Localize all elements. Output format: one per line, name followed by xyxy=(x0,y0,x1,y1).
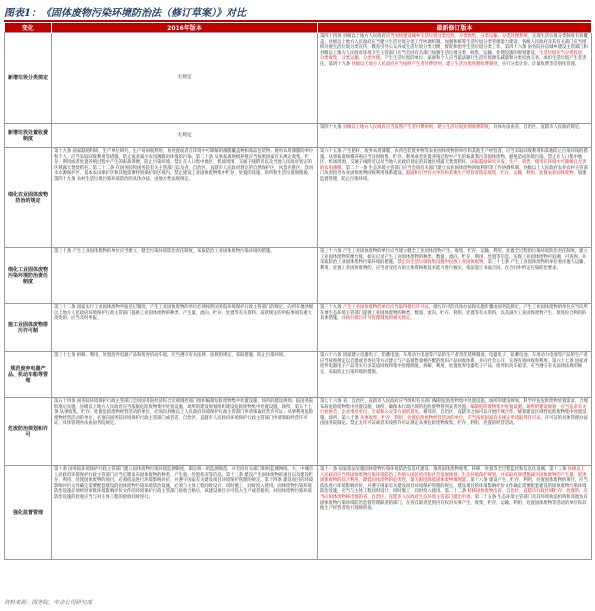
clause-text: 第六十六条 国家建立电器电子、铅蓄电池、车用动力电池等产品的生产者责任延伸制度。电器电子、铅蓄电池、车用动力电池等产品的生产者应当按照规定以自建或者委托等方式建立与产品销售量相匹配的废旧产品回收体系，并向社会公开，实现有效回收和利用。第六十七条 国家对废弃电器电子产品等实行多渠道回收和集中处理制度。 xyxy=(320,353,588,370)
table-row xyxy=(5,33,592,124)
table-row xyxy=(5,398,592,466)
clause-text: 第七十六条 省、自治区、直辖市人民政府应当组织有关部门编制危险废物集中处置设施、场所的建设规划，科学评估危险废物处置需求，合理布局危险废物集中处置设施、场所，确保本行政区域的危险废物得到妥善处置。 xyxy=(320,399,588,410)
row-category: 危废防治规划和许可 xyxy=(5,398,52,466)
new-version-cell xyxy=(318,304,592,352)
new-version-cell xyxy=(318,124,592,148)
column-header-change: 变化 xyxy=(5,23,52,33)
new-version-cell xyxy=(318,352,592,398)
clause-text: 第三十六条 产生工业固体废物的单位应当建立健全工业固体废物产生、收集、贮存、运输、利用、处置全过程的污染环境防治责任制度，建立工业固体废物管理台账，如实记录产生工业固体废物的种类、数量、流向、贮存、利用、处置等信息，实现工业固体废物可追溯、可查询，并采取防治工业固体废物污染环境的措施。 xyxy=(320,249,588,266)
highlighted-text: 生活垃圾应当分类投放、分类收集、分类运输、分类处理 xyxy=(320,50,587,62)
clause-text: 。产生生活垃圾的单位、家庭和个人应当依法履行生活垃圾源头减量和分类投放义务，承担生活垃圾产生者责任。第四十九条 xyxy=(320,56,587,67)
row-category: 施工业固体废物排污许可制 xyxy=(5,304,52,352)
highlighted-text: 鼓励和引导有关单位和其他生产经营者依法收集、贮存、运输、利用、处置农业固体废物 xyxy=(405,171,574,177)
highlighted-text: 县级以上地方人民政府应当按照产生者付费原则，建立生活垃圾处理收费制度 xyxy=(351,61,498,67)
clause-text: ，加强监督管理，防止污染环境。 xyxy=(320,171,587,182)
highlighted-text: 转移固体废物出省、自治区、直辖市行政区域贮存、处置的，应当向固体废物移出地的省、自治区、直辖市人民政府生态环境主管部门提出申请。 xyxy=(320,489,588,500)
table-row xyxy=(5,148,592,248)
highlighted-text: 禁止向生活垃圾收集设施中投放工业固体废物。 xyxy=(397,260,488,266)
new-version-cell xyxy=(318,466,592,560)
clause-text: 第二十一条 生态环境主管部门应当会同有关部门建立农业固体废物回收利用等工作协调机制。县级以上人民政府农业农村主管部门负责指导农业固体废物回收利用体系建设。 xyxy=(320,165,588,177)
clause-text: 相邻省、自治区、直辖市之间可以开展区域合作，统筹建设区域性危险废物集中处置设施、场所。第八十条 xyxy=(320,410,587,421)
new-version-cell xyxy=(318,33,592,124)
old-version-cell: 第五十四条 国务院环境保护行政主管部门会同国务院经济综合宏观调控部门组织编制危险废物集中处置设施、场所的建设规划，报国务院批准后实施。县级以上地方人民政府应当依据危险废物集中处置设施、场所的建设规划组织建设危险废物集中处置设施、场所。第五十七条 从事收集、贮存、处置危险废物经营活动的单位，必须向县级以上人民政府环境保护行政主管部门申请领取经营许可证；从事利用危险废物经营活动的单位，必须向国务院环境保护行政主管部门或者省、自治区、直辖市人民政府环境保护行政主管部门申请领取经营许可证。具体管理办法由国务院规定。 xyxy=(52,398,318,466)
highlighted-text: 编制危险废物集中处置设施、场所的建设规划，应当征求有关行业协会、企业事业单位、专家和公众等方面的意见。 xyxy=(320,404,587,416)
highlighted-text: 加快建设城乡生活垃圾分类投放、分类收集、分类运输、分类处理系统 xyxy=(394,34,528,39)
old-version-cell: 无规定 xyxy=(52,124,318,148)
old-version-cell: 第三十二条 国家实行工业固体废物申报登记制度。产生工业固体废物的单位必须按照国务院环境保护行政主管部门的规定，向所在地县级以上地方人民政府环境保护行政主管部门提供工业固体废物的种类、产生量、流向、贮存、处置等有关资料。前款规定的申报事项有重大改变的，应当及时申报。 xyxy=(52,304,318,352)
clause-text: 。排污许可的具体办法和实施步骤由国务院规定。产生工业固体废物的单位应当向所在地生态环境主管部门提供工业固体废物的种类、数量、流向、贮存、利用、处置等有关资料，以及减少工业固体废物产生、促进综合利用的具体措施， xyxy=(320,305,588,322)
old-version-cell: 第三十条 产生工业固体废物的单位应当建立、健全污染环境防治责任制度，采取防治工业固体废物污染环境的措施。 xyxy=(52,248,318,304)
clause-text: ，实现生活垃圾分类制度有效覆盖；县级以上地方人民政府应当建立生活垃圾分类工作协调机制，加强和统筹生活垃圾分类管理能力建设；各级人民政府及其有关部门应当组织开展生活垃圾分类宣传，教育引导公众养成生活垃圾分类习惯，督促和指导生活垃圾分类工作。第四十六条 国务院住房城乡建设主管部门和县级以上地方人民政府环境卫生主管部门应当会同有关部门加强生活垃圾分类、收集、运输、处理设施的规划建设， xyxy=(320,34,588,56)
table-row xyxy=(5,352,592,398)
old-version-cell: 第十九条 国家鼓励科研、生产单位研究、生产易回收利用、易处置或者在环境中可降解的薄膜覆盖物和商品包装物。使用农用薄膜的单位和个人，应当采取回收利用等措施，防止或者减少农用薄膜对环境的污染。第二十条 从事畜禽规模养殖应当按照国家有关规定收集、贮存、利用或者处置养殖过程中产生的畜禽粪便，防止污染环境。禁止在人口集中地区、机场周围、交通干线附近以及当地人民政府划定的区域露天焚烧秸秆。第二十二条 在国务院和国务院有关主管部门以及省、自治区、直辖市人民政府划定的自然保护区、风景名胜区、饮用水水源保护区、基本农田保护区和其他需要特别保护的区域内，禁止建设工业固体废物集中贮存、处置的设施、场所和生活垃圾填埋场。第四十九条 农村生活垃圾污染环境防治的具体办法，由地方性法规规定。 xyxy=(52,148,318,248)
highlighted-text: 产生工业固体废物的单位应当取得排污许可证 xyxy=(342,305,429,310)
new-version-cell xyxy=(318,398,592,466)
clause-text: 第十一条 国家依法实施固体废物污染环境防治信息化建设，推进固体废物收集、转移、处置等全过程监控和信息化追溯。 xyxy=(320,467,550,472)
highlighted-text: 县级以上人民政府应当将固体废物污染环境防治工作纳入国民经济和社会发展规划、生态环境保护规划，并采取有效措施减少固体废物的产生量、促进固体废物的综合利用、降低固体废物的危害性，最大限度降低固体废物填埋量。 xyxy=(320,467,587,484)
highlighted-text: 从事收集、贮存、利用、处置危险废物经营活动的单位，应当按照国家有关规定申请取得许可证。 xyxy=(360,415,545,421)
clause-text: 第三十九条 xyxy=(320,305,343,310)
clause-text: 第二十五条 生态环境主管部门及其环境执法机构和其他负有固体废物污染环境防治监督管理职责的部门，在各自职责范围内有权对从事产生、收集、贮存、运输、利用、处置固体废物等活动的单位和其他生产经营者进行现场检查。 xyxy=(320,494,588,512)
clause-text: 许可证的具体管理办法由国务院制定。禁止无许可证或者未按照许可证规定从事危险废物收集、贮存、利用、处置的经营活动。 xyxy=(320,415,588,427)
table-row xyxy=(5,248,592,304)
clause-text: 第十八条 建设产生、贮存、利用、处置固体废物的项目，应当依法进行环境影响评价，并遵守国家有关建设项目环境保护管理的规定。建设项目的环境影响评价文件确定需要配套建设的固体废物污染环境防治设施，应当与主体工程同时设计、同时施工、同时投入使用。第二十二条 xyxy=(320,478,588,495)
old-version-cell: 无规定 xyxy=(52,33,318,124)
old-version-cell: 第三十七条 拆解、利用、处置废弃电器产品和废弃机动车船，应当遵守有关法律、法规的规定，采取措施，防止污染环境。 xyxy=(52,352,318,398)
comparison-table xyxy=(4,23,592,560)
new-version-cell xyxy=(318,248,592,304)
row-category: 细化工业固体废物污染环境防治责任制度 xyxy=(5,248,52,304)
old-version-cell: 第十条 国务院环境保护行政主管部门建立固体废物污染环境监测制度，制定统一的监测规范，并会同有关部门组织监测网络。大、中城市人民政府环境保护行政主管部门应当定期发布固体废物的种类、产生量、处置状况等信息。第十三条 建设产生固体废物的项目以及建设贮存、利用、处置固体废物的项目，必须依法进行环境影响评价，并遵守国家有关建设项目环境保护管理的规定。第十四条 建设项目的环境影响评价文件确定需要配套建设的固体废物污染环境防治设施，必须与主体工程同时设计、同时施工、同时投入使用。固体废物污染环境防治设施必须经原审批环境影响评价文件的环境保护行政主管部门验收合格后，该建设项目方可投入生产或者使用。对固体废物污染环境防治设施的验收应当与对主体工程的验收同时进行。 xyxy=(52,466,318,560)
table-header-row xyxy=(5,23,592,33)
column-header-2016: 2016年版本 xyxy=(52,23,318,33)
source-note: 资料来源：国务院，中金公司研究部 xyxy=(4,600,93,606)
row-category: 新增垃圾处置收费制度 xyxy=(5,124,52,148)
figure-title: 图表1：《固体废物污染环境防治法（修订草案）》对比 xyxy=(4,8,246,19)
table-row xyxy=(5,466,592,560)
highlighted-text: 并执行排污许可管理制度的相关规定。 xyxy=(341,316,415,322)
clause-text: 第四十九条 xyxy=(320,125,343,130)
clause-text: 拆解、利用、处置废弃电器电子产品、废弃机动车船等，应当遵守有关法律法规的规定，采取防止污染环境的措施。 xyxy=(320,364,583,375)
table-row xyxy=(5,124,592,148)
column-header-latest: 最新修订版本 xyxy=(318,23,592,33)
row-category: 强化监督管理 xyxy=(5,466,52,560)
row-category: 规范废弃电器产品、机动车船等管理 xyxy=(5,352,52,398)
clause-text: 第四十四条 县级以上地方人民政府应当 xyxy=(320,34,395,39)
highlighted-text: 国家鼓励研究开发、生产、销售、使用在环境中可降解且无害的农用薄膜。 xyxy=(320,160,587,171)
row-category: 细化农业固体废物防治的规定 xyxy=(5,148,52,248)
clause-text: ，具体办法由省、自治区、直辖市人民政府规定。 xyxy=(488,125,584,130)
new-version-cell xyxy=(318,148,592,248)
table-row xyxy=(5,304,592,352)
clause-text: ，实行分类计价、计量收费等差别化管理。 xyxy=(497,61,580,67)
row-category: 新增垃圾分类规定 xyxy=(5,33,52,124)
clause-text: 第三十七条 产生工业固体废物的单位委托他人运输、利用、处置工业固体废物的，应当对受托方的主体资格和技术能力进行核实，依法签订书面合同，在合同中约定污染防治要求。 xyxy=(320,260,588,271)
highlighted-text: 县级以上地方人民政府应当按照产生者付费原则，建立生活垃圾处理收费制度 xyxy=(342,125,489,130)
clause-text: 第十三条 xyxy=(549,467,568,472)
title-underline xyxy=(4,20,591,22)
clause-text: 第六十五条 产生秸秆、废弃农用薄膜、农药包装废弃物等农业固体废物的单位和其他生产经营者，应当采取回收利用和其他防止污染环境的措施。从事畜禽规模养殖应当及时收集、贮存、利用或者处置养殖过程中产生的畜禽粪污等固体废物，避免造成环境污染。禁止在人口集中地区、机场周围、交通干线附近以及当地人民政府划定的其他区域露天焚烧秸秆。 xyxy=(320,149,588,166)
